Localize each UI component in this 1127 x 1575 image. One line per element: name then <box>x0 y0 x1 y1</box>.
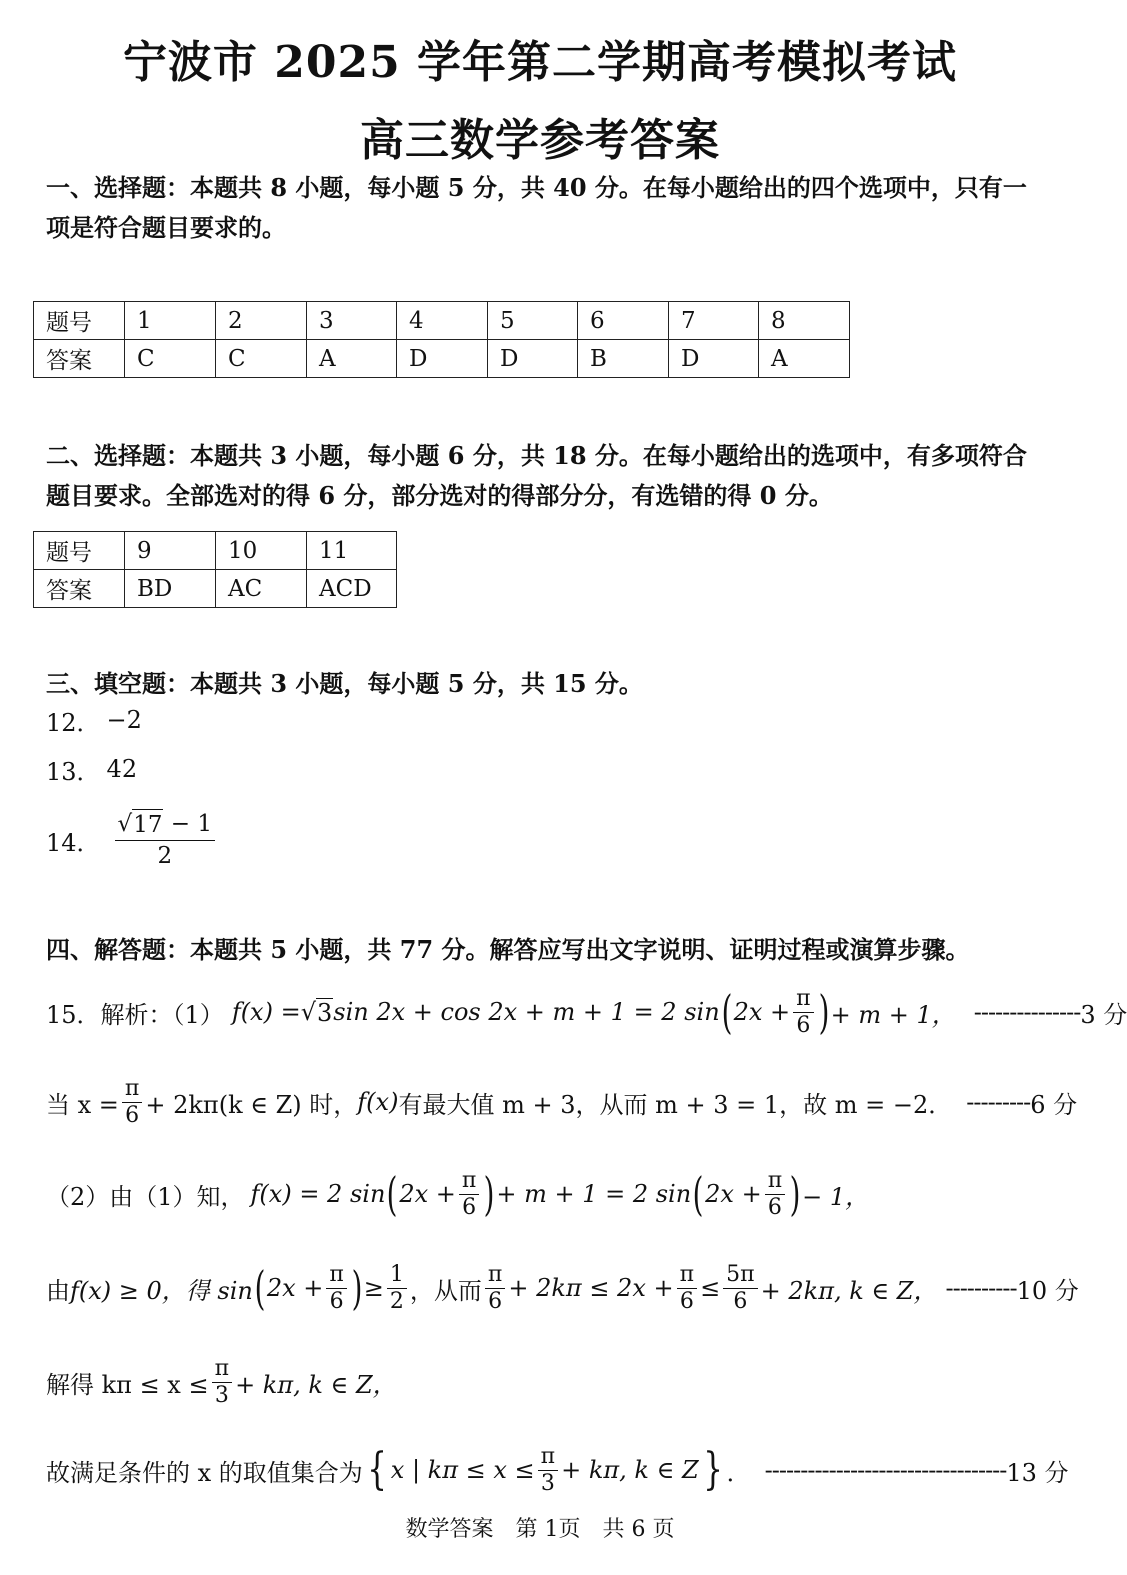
question-number: 13． <box>46 757 101 786</box>
fraction <box>212 1356 232 1409</box>
answer-value: 42 <box>106 755 138 783</box>
question-number: 14． <box>46 828 101 857</box>
fraction <box>793 986 813 1039</box>
sqrt: √ 3 <box>300 997 333 1027</box>
table-cell: C <box>216 340 307 378</box>
table-cell: 1 <box>125 302 216 340</box>
fraction <box>485 1262 505 1315</box>
math-text: （2）由（1）知， <box>46 1182 245 1211</box>
score-mark: 13 分 <box>1006 1458 1069 1487</box>
q15-label: 15．解析：（1） <box>46 1000 224 1029</box>
table-cell: AC <box>216 570 307 608</box>
q15-line-1: 15．解析：（1） f(x) = √ 3 sin 2x + cos 2x + m + 1 = 2 sin ( 2x + $\frac{\pi}{6}$ ) + m + 1， --------------- 3 分 <box>46 985 1127 1039</box>
math-text: 2x + <box>399 1180 456 1208</box>
table-cell: 9 <box>125 532 216 570</box>
dash-leader: ---------- <box>945 1274 1017 1302</box>
fraction <box>538 1444 558 1497</box>
math-text: 故满足条件的 x 的取值集合为 <box>46 1458 363 1487</box>
numerator: π <box>326 1262 346 1289</box>
math-text: sin 2x + cos 2x + m + 1 = 2 sin <box>333 998 720 1026</box>
denominator: 3 <box>214 1382 229 1408</box>
section1-heading: 一、选择题：本题共 8 小题，每小题 5 分，共 40 分。在每小题给出的四个选项中，只有一项是符合题目要求的。 <box>46 173 1027 242</box>
page-subtitle: 高三数学参考答案 <box>360 115 720 166</box>
table-row-label: 答案 <box>34 570 125 608</box>
math-text: 2x + <box>733 998 791 1026</box>
table-cell: C <box>125 340 216 378</box>
numerator: π <box>485 1262 505 1289</box>
dash-leader: ---------------------------------- <box>764 1456 1007 1484</box>
table-row <box>34 532 397 570</box>
fraction <box>326 1262 346 1315</box>
table-row-label: 题号 <box>34 532 125 570</box>
table-cell: 8 <box>759 302 850 340</box>
q15-line-2 <box>46 1074 1077 1130</box>
table-cell: 6 <box>578 302 669 340</box>
table-cell: 4 <box>397 302 488 340</box>
math-text: 当 x = <box>46 1090 119 1119</box>
denominator: 2 <box>157 843 173 869</box>
q15-line-6: 故满足条件的 x 的取值集合为 { x | kπ ≤ x ≤ $\frac{\pi}{3}$ + kπ, k ∈ Z } ． ---------------------------------- 13 分 <box>46 1443 1069 1496</box>
dash-leader: --------------- <box>973 998 1081 1026</box>
page-footer: 数学答案 第 1页 共 6 页 <box>405 1517 675 1542</box>
math-text: 有最大值 m + 3，从而 m + 3 = 1，故 m = −2． <box>398 1090 953 1119</box>
table-cell: B <box>578 340 669 378</box>
section2-answer-table <box>33 531 397 608</box>
table-row <box>34 570 397 608</box>
numerator: π <box>793 986 813 1013</box>
math-text: 由 <box>46 1276 70 1305</box>
math-text: + 2kπ(k ∈ Z) 时， <box>145 1090 358 1119</box>
fraction <box>765 1168 785 1221</box>
table-cell: D <box>397 340 488 378</box>
dash-leader: --------- <box>966 1088 1031 1116</box>
numerator: π <box>677 1262 697 1289</box>
denominator: 6 <box>733 1288 748 1314</box>
fraction <box>122 1076 142 1129</box>
table-cell: 2 <box>216 302 307 340</box>
denominator: 6 <box>796 1012 811 1038</box>
denominator: 6 <box>679 1288 694 1314</box>
math-text: 2x + <box>266 1274 324 1302</box>
math-text: − 1， <box>802 1182 870 1211</box>
math-text: f(x) = <box>231 998 301 1026</box>
table-cell: D <box>488 340 578 378</box>
q15-line-4: 由 f(x) ≥ 0，得 sin ( 2x + $\frac{\pi}{6}$ ) ≥ $\frac{1}{2}$ ，从而 $\frac{\pi}{6}$ + 2kπ ≤ 2x + $\frac{\pi}{6}$ ≤ $\frac{5\pi}{6}$ + 2kπ, k ∈ Z， ---------- 10 分 <box>46 1261 1079 1315</box>
table-cell: 11 <box>307 532 397 570</box>
table-cell: A <box>307 340 397 378</box>
math-text: + m + 1 = 2 sin <box>496 1180 692 1208</box>
radicand: 3 <box>317 998 333 1027</box>
math-text: ，从而 <box>409 1276 482 1305</box>
numerator: π <box>765 1168 785 1195</box>
denominator: 6 <box>329 1288 344 1314</box>
numerator: π <box>459 1168 479 1195</box>
math-text: f(x) ≥ 0，得 sin <box>70 1276 253 1305</box>
table-cell: A <box>759 340 850 378</box>
math-text: + m + 1， <box>830 1000 956 1029</box>
math-text: x | kπ ≤ x ≤ <box>390 1456 535 1484</box>
section2-heading: 二、选择题：本题共 3 小题，每小题 6 分，共 18 分。在每小题给出的选项中，有多项符合题目要求。全部选对的得 6 分，部分选对的得部分分，有选错的得 0 分。 <box>46 441 1027 510</box>
fill-answer-14 <box>46 810 218 870</box>
numerator: π <box>212 1356 232 1383</box>
math-text: + 2kπ, k ∈ Z， <box>760 1276 938 1305</box>
denominator: 6 <box>488 1288 503 1314</box>
fraction <box>387 1262 407 1315</box>
math-text: + kπ, k ∈ Z， <box>235 1370 397 1399</box>
denominator: 6 <box>462 1194 477 1220</box>
numerator: π <box>122 1076 142 1103</box>
numerator-rest: − 1 <box>163 811 213 837</box>
question-number: 12． <box>46 708 101 737</box>
section4-heading: 四、解答题：本题共 5 小题，共 77 分。解答应写出文字说明、证明过程或演算步骤。 <box>46 935 970 964</box>
numerator: 1 <box>387 1262 407 1289</box>
q15-line-3: （2）由（1）知， f(x) = 2 sin ( 2x + $\frac{\pi}{6}$ ) + m + 1 = 2 sin ( 2x + $\frac{\pi}{6}$ ) − 1， <box>46 1167 870 1221</box>
table-cell: 10 <box>216 532 307 570</box>
math-text: 2x + <box>705 1180 762 1208</box>
score-mark: 3 分 <box>1080 1000 1127 1029</box>
math-text: + 2kπ ≤ 2x + <box>508 1274 674 1302</box>
fraction <box>459 1168 479 1221</box>
numerator: 5π <box>723 1262 757 1289</box>
table-row-label: 题号 <box>34 302 125 340</box>
numerator: π <box>538 1444 558 1471</box>
math-text: ． <box>726 1458 751 1487</box>
math-text: ≤ <box>700 1274 721 1302</box>
score-mark: 10 分 <box>1016 1276 1079 1305</box>
denominator: 6 <box>767 1194 782 1220</box>
fraction <box>677 1262 697 1315</box>
denominator: 3 <box>540 1470 555 1496</box>
fraction <box>723 1262 757 1315</box>
section1-answer-table <box>33 301 850 378</box>
table-row-label: 答案 <box>34 340 125 378</box>
q15-line-5 <box>46 1354 397 1410</box>
table-row <box>34 302 850 340</box>
table-cell: 7 <box>669 302 759 340</box>
radicand: 17 <box>132 809 163 840</box>
table-cell: D <box>669 340 759 378</box>
answer-value: −2 <box>106 706 142 734</box>
math-text: 解得 kπ ≤ x ≤ <box>46 1370 209 1399</box>
fraction: √ 17 − 1 2 <box>115 809 215 871</box>
table-cell: 3 <box>307 302 397 340</box>
table-row <box>34 340 850 378</box>
denominator: 2 <box>389 1288 404 1314</box>
table-cell: 5 <box>488 302 578 340</box>
math-text: + kπ, k ∈ Z <box>561 1456 699 1484</box>
math-text: f(x) = 2 sin <box>250 1180 386 1208</box>
table-cell: ACD <box>307 570 397 608</box>
fill-answer-13 <box>46 744 137 794</box>
fill-answer-12 <box>46 695 142 745</box>
math-text: f(x) <box>357 1088 399 1116</box>
denominator: 6 <box>125 1102 140 1128</box>
page-title: 宁波市 2025 学年第二学期高考模拟考试 <box>122 37 958 88</box>
score-mark: 6 分 <box>1030 1090 1078 1119</box>
math-text: ≥ <box>363 1274 384 1302</box>
section3-heading: 三、填空题：本题共 3 小题，每小题 5 分，共 15 分。 <box>46 669 643 698</box>
table-cell: BD <box>125 570 216 608</box>
